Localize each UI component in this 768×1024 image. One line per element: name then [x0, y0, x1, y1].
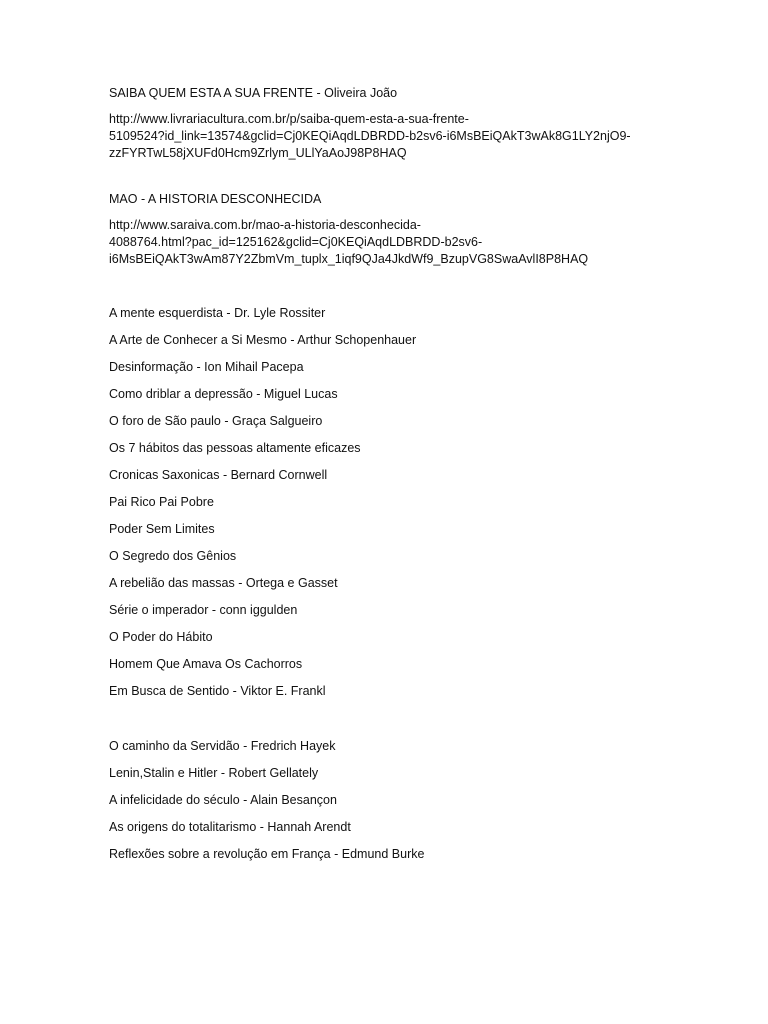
url-line: zzFYRTwL58jXUFd0Hcm9Zrlym_ULlYaAoJ98P8HAQ [109, 146, 407, 160]
list-item: Em Busca de Sentido - Viktor E. Frankl [109, 684, 326, 698]
list-item: Os 7 hábitos das pessoas altamente eficazes [109, 441, 361, 455]
list-item: Homem Que Amava Os Cachorros [109, 657, 303, 671]
book-title: SAIBA QUEM ESTA A SUA FRENTE - Oliveira João [109, 86, 398, 100]
list-item: As origens do totalitarismo - Hannah Arendt [109, 820, 351, 834]
list-item: Cronicas Saxonicas - Bernard Cornwell [109, 468, 328, 482]
book-list-2 [109, 737, 729, 863]
url-line: http://www.saraiva.com.br/mao-a-historia-desconhecida- [109, 218, 421, 232]
list-item: O Poder do Hábito [109, 630, 213, 644]
list-item: Pai Rico Pai Pobre [109, 495, 214, 509]
spacer [109, 268, 729, 296]
list-item: Poder Sem Limites [109, 522, 215, 536]
book-entry-mao [109, 190, 729, 268]
url-line: 4088764.html?pac_id=125162&gclid=Cj0KEQiAqdLDBRDD-b2sv6- [109, 235, 483, 249]
url-line: http://www.livrariacultura.com.br/p/saiba-quem-esta-a-sua-frente- [109, 112, 469, 126]
spacer [109, 162, 729, 190]
list-item: A Arte de Conhecer a Si Mesmo - Arthur Schopenhauer [109, 333, 417, 347]
book-url[interactable] [109, 217, 729, 268]
book-list-1 [109, 304, 729, 700]
url-line: 5109524?id_link=13574&gclid=Cj0KEQiAqdLDBRDD-b2sv6-i6MsBEiQAkT3wAk8G1LY2njO9- [109, 129, 631, 143]
list-item: Desinformação - Ion Mihail Pacepa [109, 360, 304, 374]
book-entry-saiba-quem-esta [109, 84, 729, 162]
list-item: O foro de São paulo - Graça Salgueiro [109, 414, 323, 428]
list-item: O Segredo dos Gênios [109, 549, 237, 563]
document-content [109, 84, 729, 872]
list-item: Lenin,Stalin e Hitler - Robert Gellately [109, 766, 319, 780]
spacer [109, 709, 729, 737]
book-url[interactable] [109, 111, 729, 162]
book-title: MAO - A HISTORIA DESCONHECIDA [109, 192, 322, 206]
list-item: Reflexões sobre a revolução em França - Edmund Burke [109, 847, 425, 861]
list-item: A rebelião das massas - Ortega e Gasset [109, 576, 338, 590]
list-item: Série o imperador - conn iggulden [109, 603, 298, 617]
list-item: Como driblar a depressão - Miguel Lucas [109, 387, 338, 401]
list-item: A infelicidade do século - Alain Besançon [109, 793, 337, 807]
list-item: O caminho da Servidão - Fredrich Hayek [109, 739, 336, 753]
url-line: i6MsBEiQAkT3wAm87Y2ZbmVm_tuplx_1iqf9QJa4JkdWf9_BzupVG8SwaAvlI8P8HAQ [109, 252, 589, 266]
list-item: A mente esquerdista - Dr. Lyle Rossiter [109, 306, 326, 320]
